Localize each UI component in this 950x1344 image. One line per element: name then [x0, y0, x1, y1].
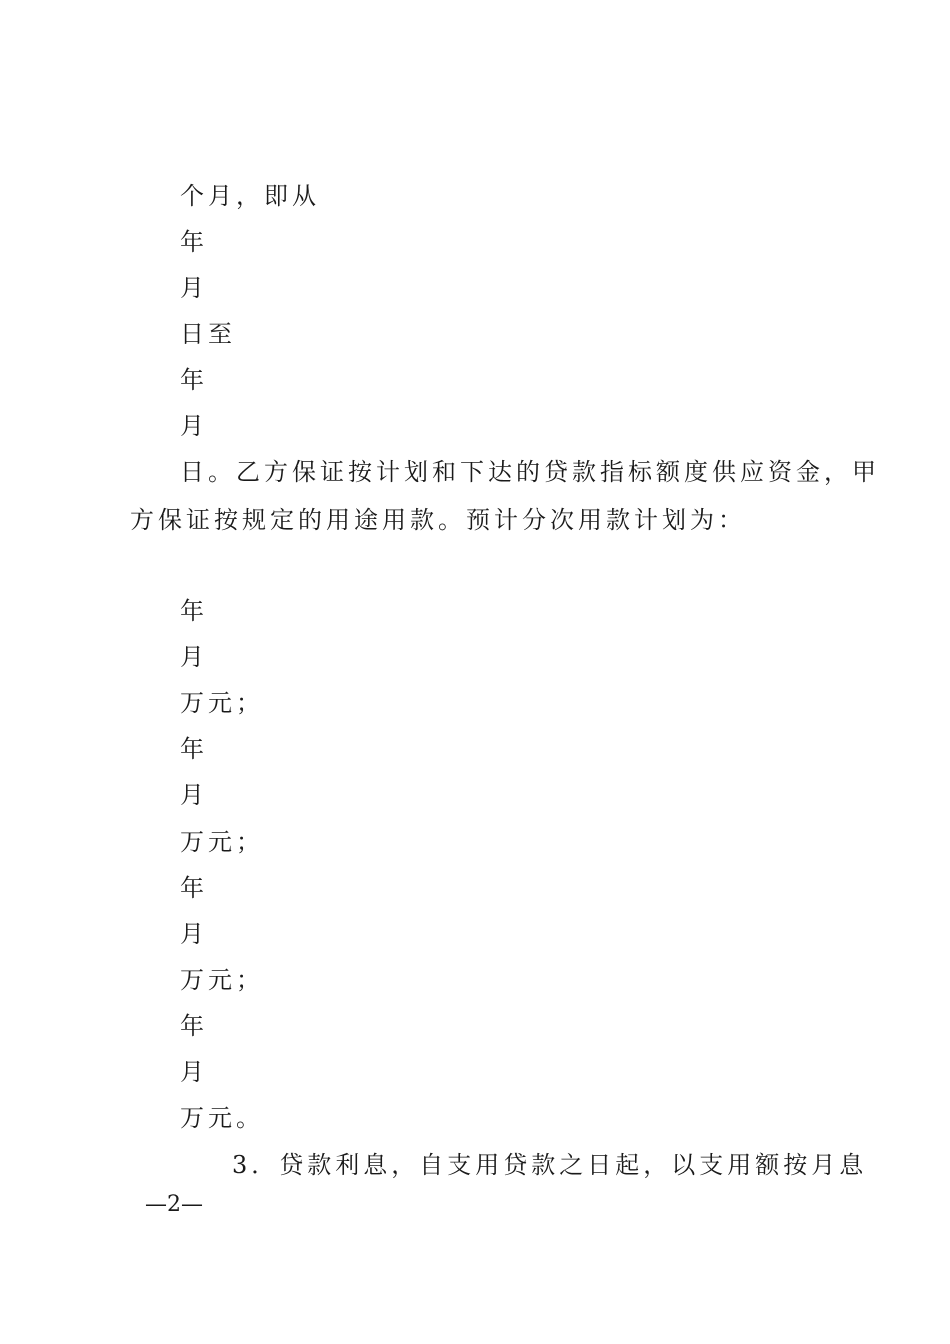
- text-line: 月: [180, 643, 208, 671]
- text-line: 年: [180, 1012, 208, 1040]
- text-line: 万元。: [180, 1104, 264, 1132]
- text-line: 月: [180, 412, 208, 440]
- text-line: 月: [180, 274, 208, 302]
- text-line: 年: [180, 735, 208, 763]
- text-line: 方保证按规定的用途用款。预计分次用款计划为：: [130, 506, 746, 534]
- text-line: 年: [180, 228, 208, 256]
- text-line: 万元；: [180, 689, 264, 717]
- text-line: 年: [180, 366, 208, 394]
- text-line: 3．贷款利息，自支用贷款之日起，以支用额按月息: [232, 1151, 868, 1179]
- text-line: 年: [180, 597, 208, 625]
- text-line: 日。乙方保证按计划和下达的贷款指标额度供应资金，甲: [180, 458, 880, 486]
- text-line: 万元；: [180, 966, 264, 994]
- text-line: 月: [180, 781, 208, 809]
- text-line: 月: [180, 1058, 208, 1086]
- text-line: 年: [180, 874, 208, 902]
- text-line: 万元；: [180, 828, 264, 856]
- text-line: 个月，即从: [180, 182, 320, 210]
- text-line: 日至: [180, 320, 236, 348]
- text-line: 月: [180, 920, 208, 948]
- page-number: —2—: [145, 1192, 203, 1217]
